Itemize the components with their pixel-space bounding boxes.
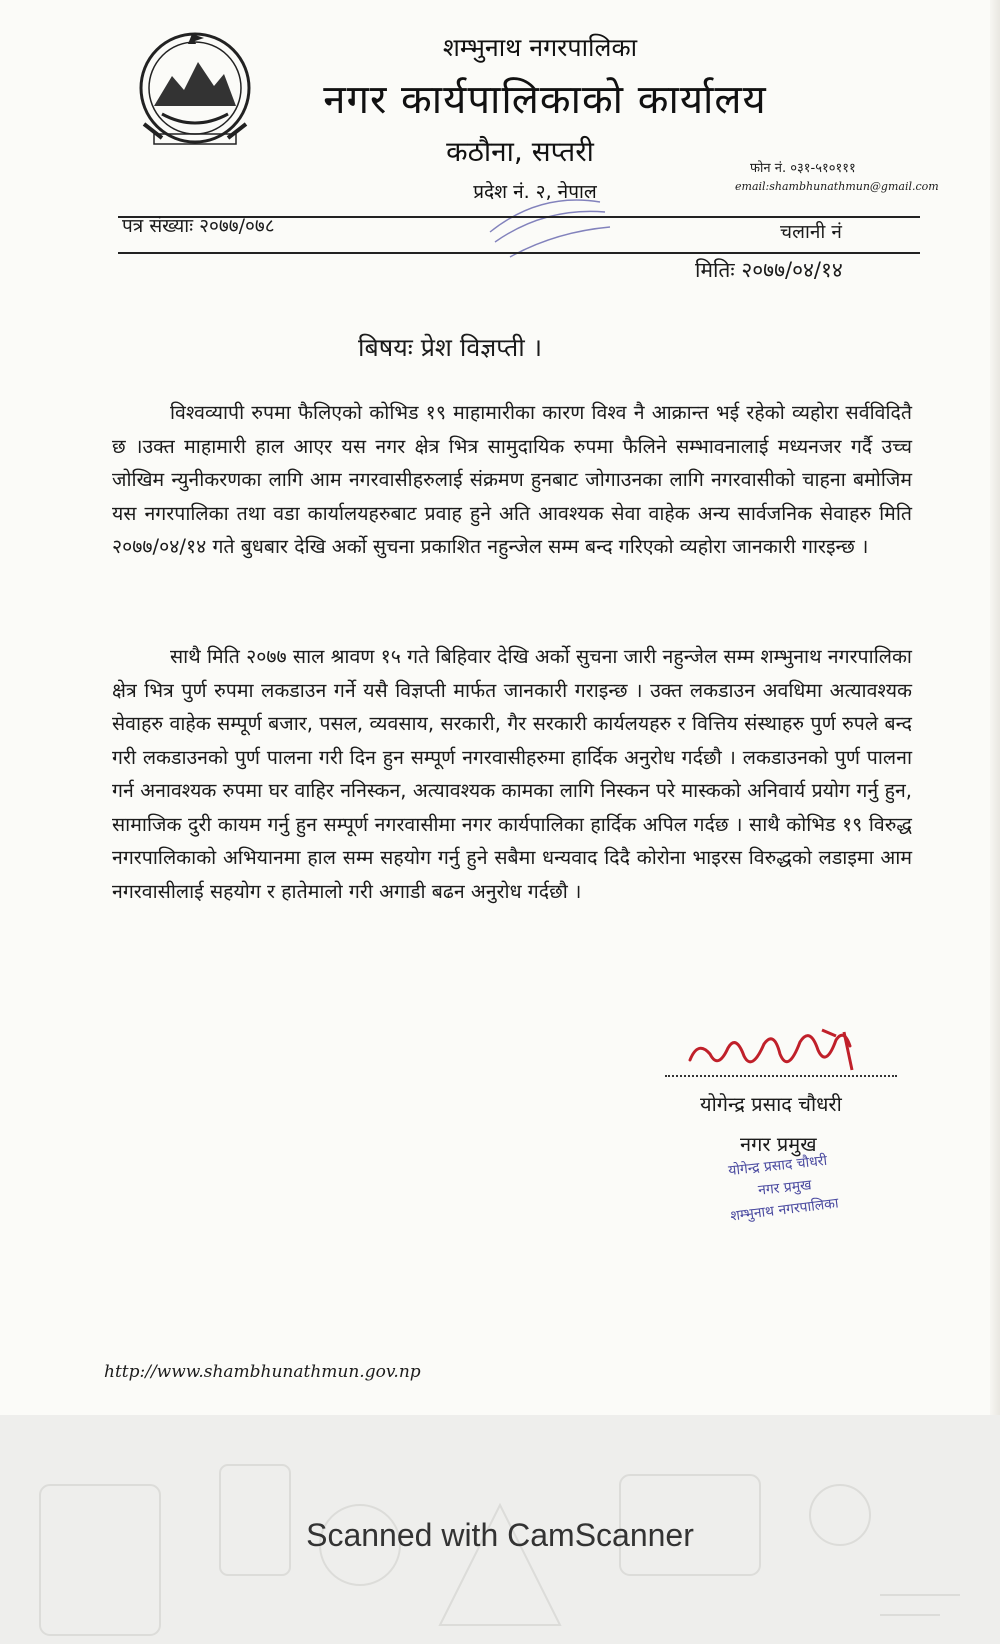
header-rule-bottom <box>118 252 920 254</box>
reference-number: पत्र संख्याः २०७७/०७८ <box>122 215 275 237</box>
office-city: कठौना, सप्तरी <box>446 135 594 168</box>
letter-date: मितिः २०७७/०४/१४ <box>695 258 843 282</box>
office-province: प्रदेश नं. २, नेपाल <box>473 181 597 203</box>
body-paragraph-1: विश्वव्यापी रुपमा फैलिएको कोभिड १९ माहामारीका कारण विश्व नै आक्रान्त भई रहेको व्यहोरा सर्वविदितै छ ।उक्त माहामारी हाल आएर यस नगर क्षेत्र भित्र सामुदायिक रुपमा फैलिने सम्भावनालाई मध्यनजर गर्दै उच्च जोखिम न्युनीकरणका लागि आम नगरवासीहरुलाई संक्रमण हुनबाट जोगाउनका लागि नगरवासीको चाहना बमोजिम यस नगरपालिका तथा वडा कार्यालयहरुबाट प्रवाह हुने अति आवश्यक सेवा वाहेक अन्य सार्वजनिक सेवाहरु मिति २०७७/०४/१४ गते बुधबार देखि अर्को सुचना प्रकाशित नहुन्जेल सम्म बन्द गरिएको व्यहोरा जानकारी गारइन्छ । <box>112 401 912 558</box>
page-edge <box>990 0 1000 1415</box>
stamp-name: योगेन्द्र प्रसाद चौधरी <box>727 1152 828 1180</box>
body-paragraph-2: साथै मिति २०७७ साल श्रावण १५ गते बिहिवार देखि अर्को सुचना जारी नहुन्जेल सम्म शम्भुनाथ नगरपालिका क्षेत्र भित्र पुर्ण रुपमा लकडाउन गर्ने यसै विज्ञप्ती मार्फत जानकारी गराइन्छ । उक्त लकडाउन अवधिमा अत्यावश्यक सेवाहरु वाहेक सम्पूर्ण बजार, पसल, व्यवसाय, सरकारी, गैर सरकारी कार्यलयहरु र वित्तिय संस्थाहरु पुर्ण रुपले बन्द गरी लकडाउनको पुर्ण पालना गरी दिन हुन सम्पूर्ण नगरवासीहरुमा हार्दिक अनुरोध गर्दछौ । लकडाउनको पुर्ण पालना गर्न अनावश्यक रुपमा घर वाहिर ननिस्कन, अत्यावश्यक कामका लागि निस्कन परे मास्कको अनिवार्य प्रयोग गर्नु हुन, सामाजिक दुरी कायम गर्नु हुन सम्पूर्ण नगरवासीमा नगर कार्यपालिका हार्दिक अपिल गर्दछ । साथै कोभिड १९ विरुद्ध नगरपालिकाको अभियानमा हाल सम्म सहयोग गर्नु हुने सबैमा धन्यवाद दिदै कोरोना भाइरस विरुद्धको लडाइमा आम नगरवासीलाई सहयोग र हातेमालो गरी अगाडी बढन अनुरोध गर्दछौ । <box>112 645 912 903</box>
signatory-name: योगेन्द्र प्रसाद चौधरी <box>700 1092 842 1116</box>
office-seal-stamp-icon <box>470 172 630 272</box>
email-address: email:shambhunathmun@gmail.com <box>735 180 939 193</box>
letter-subject: बिषयः प्रेश विज्ञप्ती । <box>358 333 543 362</box>
municipality-emblem-icon <box>132 28 258 150</box>
stamp-office: शम्भुनाथ नगरपालिका <box>729 1195 840 1225</box>
stamp-title: नगर प्रमुख <box>757 1177 813 1199</box>
website-url: http://www.shambhunathmun.gov.np <box>104 1362 421 1382</box>
scanner-watermark-label: Scanned with CamScanner <box>306 1517 694 1553</box>
dispatch-number: चलानी नं <box>780 221 842 243</box>
phone-number: फोन नं. ०३१-५१०१११ <box>750 161 856 176</box>
office-title: नगर कार्यपालिकाको कार्यालय <box>323 77 767 123</box>
signatory-title: नगर प्रमुख <box>740 1132 817 1156</box>
signature-line <box>665 1075 897 1077</box>
scanner-footer <box>0 1415 1000 1644</box>
municipality-name: शम्भुनाथ नगरपालिका <box>442 33 638 62</box>
handwritten-signature-icon <box>640 1020 880 1096</box>
